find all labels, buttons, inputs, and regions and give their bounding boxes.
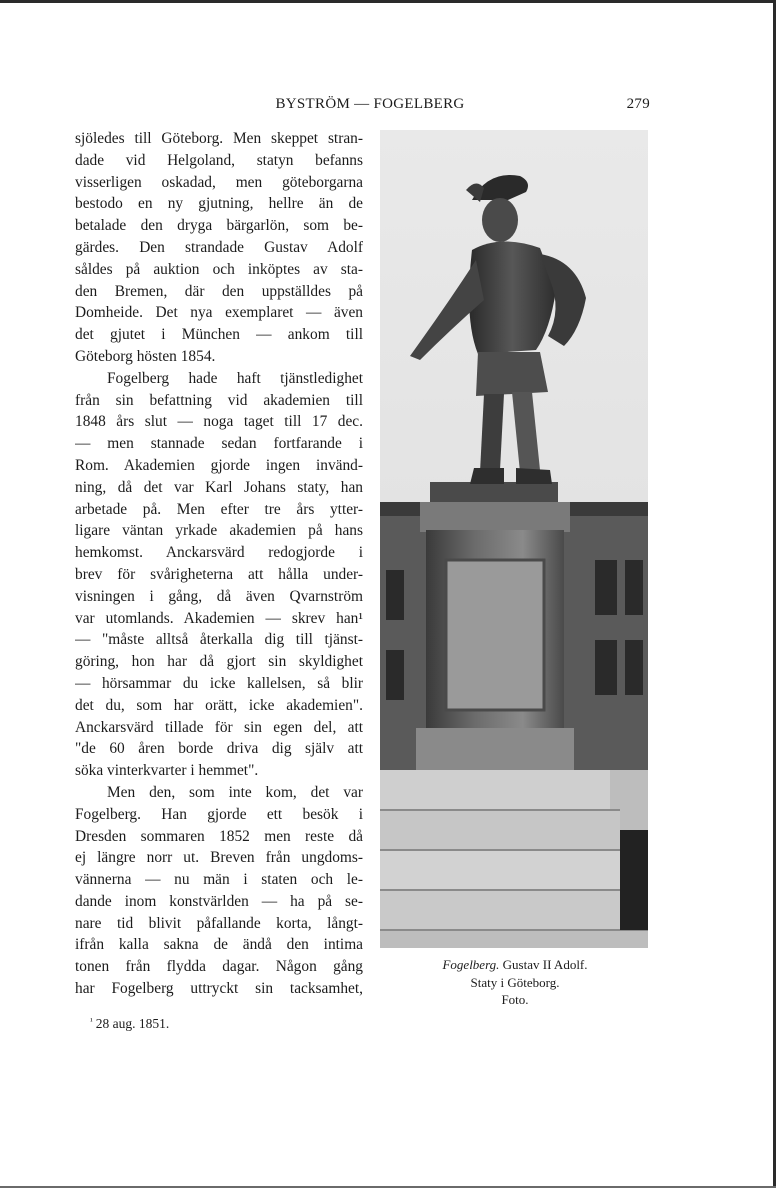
text-line: ligare väntan yrkade akademien på hans — [75, 522, 363, 540]
text-line: visserligen oskadad, men göteborgarna — [75, 173, 363, 191]
text-line: Men den, som inte kom, det var — [107, 783, 363, 801]
text-line: bestodo en ny gjutning, hellre än de — [75, 195, 363, 213]
text-line: — "måste alltså återkalla dig till tjänst- — [75, 631, 363, 649]
statue-photo — [380, 130, 648, 948]
text-line: vännerna — nu män i staten och le- — [75, 871, 363, 889]
footnote — [90, 1016, 169, 1032]
page-number: 279 — [626, 96, 650, 112]
text-line: Fogelberg hade haft tjänstledighet — [107, 369, 363, 387]
caption-italic: Fogelberg. — [442, 957, 500, 972]
text-line: — hörsammar du icke kallelsen, så blir — [75, 674, 363, 692]
text-line: dande inom konstvärlden — ha på se- — [75, 892, 363, 910]
text-line: det gjutet i München — ankom till — [75, 326, 363, 344]
text-line: dade vid Helgoland, statyn befanns — [75, 151, 363, 169]
text-line: nare tid blivit påfallande korta, långt- — [75, 914, 363, 932]
text-line: gärdes. Den strandade Gustav Adolf — [75, 238, 363, 256]
body-text — [75, 128, 363, 1000]
running-title: BYSTRÖM — FOGELBERG — [275, 96, 465, 112]
text-line: tonen från flydda dagar. Någon gång — [75, 958, 363, 976]
text-line: såldes på auktion och inköptes av sta- — [75, 260, 363, 278]
text-line: söka vinterkvarter i hemmet". — [75, 762, 259, 780]
text-line: Domheide. Det nya exemplaret — även — [75, 304, 363, 322]
text-line: ej längre norr ut. Breven från ungdoms- — [75, 849, 363, 867]
text-line: ifrån kalla sakna de ändå den intima — [75, 936, 363, 954]
text-line: betalade den dryga bärgarlön, som be- — [75, 217, 363, 235]
text-line: 1848 års slut — noga taget till 17 dec. — [75, 413, 363, 431]
text-line: var utomlands. Akademien — skrev han¹ — [75, 609, 363, 627]
text-line: från sin befattning vid akademien till — [75, 391, 363, 409]
text-line: Rom. Akademien gjorde ingen invänd- — [75, 456, 363, 474]
caption-line2: Staty i Göteborg. — [470, 974, 560, 990]
text-line: brev för svårigheterna att hålla under- — [75, 565, 363, 583]
text-line: Dresden sommaren 1852 men reste då — [75, 827, 363, 845]
text-line: "de 60 åren borde driva dig själv att — [75, 740, 363, 758]
footnote-text: 28 aug. 1851. — [95, 1016, 170, 1031]
photo-caption — [410, 956, 620, 1009]
text-line: har Fogelberg uttryckt sin tacksamhet, — [75, 980, 363, 998]
text-line: — men stannade sedan fortfarande i — [75, 435, 363, 453]
text-line: Anckarsvärd tillade för sin egen del, att — [75, 718, 363, 736]
text-line: visningen i gång, då även Qvarnström — [75, 587, 363, 605]
caption-line1: Gustav II Adolf. — [502, 957, 588, 972]
page-edge-top — [0, 0, 776, 3]
caption-line3: Foto. — [501, 992, 529, 1007]
footnote-marker: ¹ — [90, 1016, 93, 1026]
text-line: den Bremen, där den uppställdes på — [75, 282, 363, 300]
text-line: Fogelberg. Han gjorde ett besök i — [75, 805, 363, 823]
text-line: Göteborg hösten 1854. — [75, 347, 216, 365]
running-head — [70, 96, 650, 118]
text-line: arbetade på. Men efter tre års ytter- — [75, 500, 363, 518]
text-line: det du, som har orätt, icke akademien". — [75, 696, 363, 714]
text-line: sjöledes till Göteborg. Men skeppet stran- — [75, 130, 363, 147]
text-line: ning, då det var Karl Johans staty, han — [75, 478, 363, 496]
text-line: göring, hon har då gjort sin skyldighet — [75, 653, 363, 671]
text-line: hemkomst. Anckarsvärd redogjorde i — [75, 544, 363, 562]
